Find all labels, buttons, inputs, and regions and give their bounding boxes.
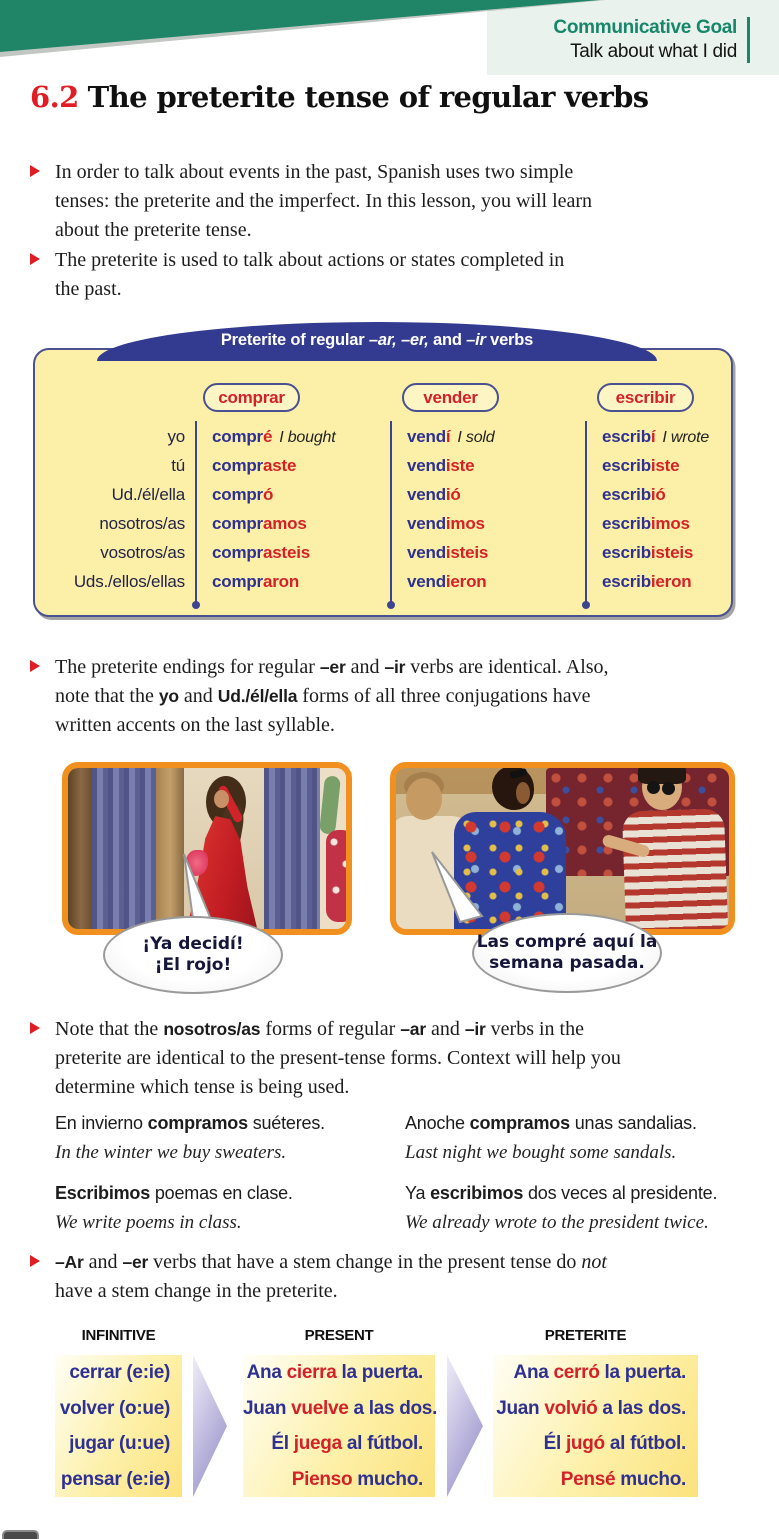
text-run: Ana [246,1362,287,1383]
bullet-triangle-icon [30,165,40,177]
text-run-bold: Escribimos [55,1183,151,1203]
bullet-text [55,653,742,740]
text-run-bold: nosotros/as [163,1019,261,1039]
verb-form [212,422,335,452]
communicative-goal-text: Talk about what I did [570,41,737,62]
preterite-sentence [493,1426,698,1462]
verb-stem: escrib [602,427,651,446]
verb-ending: é [262,427,273,446]
text-run-bold: escribimos [430,1183,524,1203]
speech-bubble-right [472,913,662,993]
stem-change-highlight: Pienso [291,1468,353,1490]
text-run: unas sandalias. [569,1113,697,1133]
preterite-highlight: cerró [553,1362,600,1383]
verb-ending: iste [445,456,475,475]
verb-ending: ieron [445,572,487,591]
bullet-text [55,1248,742,1306]
verb-stem: compr [212,456,263,475]
text-run: Note that the [55,1018,164,1040]
verb-form [407,480,461,509]
verb-form [407,567,486,596]
verb-stem: compr [212,572,263,591]
verb-stem: escrib [602,485,651,504]
conjugation-row-uds [35,567,731,596]
preterite-highlight: jugó [565,1433,605,1454]
text-run: Anoche [405,1113,470,1133]
arrow-right-icon [193,1355,227,1497]
verb-form [407,422,494,452]
text-run: forms of regular [260,1018,401,1040]
verb-form [212,451,296,480]
hanging-garment [319,775,341,834]
text-line: tenses: the preterite and the imperfect. In this lesson, you will learn [55,190,593,212]
verb-label: vender [423,388,478,407]
bubble-text-line: ¡Ya decidí! [142,934,244,954]
communicative-goal-panel [487,0,779,75]
verb-stem: vend [407,456,446,475]
verb-form [212,509,307,538]
goal-divider-bar [747,17,750,63]
column-header-infinitive: INFINITIVE [81,1327,156,1344]
bullet-triangle-icon [30,1255,40,1267]
stem-change-highlight: juega [293,1433,342,1454]
bullet-text [55,246,742,304]
present-sentence [243,1462,435,1498]
bullet-triangle-icon [30,1022,40,1034]
present-panel [243,1355,438,1497]
infinitive-item: pensar (e:ie) [60,1468,170,1490]
stem-change-table [0,1327,779,1539]
translation: I bought [279,429,336,446]
verb-ending: ieron [650,572,692,591]
text-run: mucho. [352,1468,423,1490]
curtain-right [264,768,320,929]
text-run-bold: yo [158,686,179,706]
banner-text: and [428,331,467,349]
example-spanish-2 [405,1113,697,1134]
text-run: mucho. [615,1468,686,1490]
verb-ending: aste [262,456,297,475]
bubble-text-line: Las compré aquí la [476,932,658,952]
speech-bubble-tail [420,846,504,930]
banner-text-italic: –ir [466,331,486,349]
text-run: The preterite endings for regular [55,656,320,678]
banner-text-italic: –er, [400,331,429,349]
verb-ending: ó [262,485,274,504]
infinitive-item: jugar (u:ue) [69,1433,170,1454]
text-run: Juan [496,1397,545,1419]
conjugation-row-yo [35,422,731,451]
translation: I wrote [662,429,710,446]
verb-ending: isteis [650,543,694,562]
verb-form [407,538,488,567]
infinitive-item: cerrar (e:ie) [69,1362,170,1383]
curtain-left [92,768,156,929]
verb-label: comprar [218,388,285,407]
present-sentence [243,1426,435,1462]
verb-form [602,538,693,567]
column-header-present: PRESENT [304,1327,374,1344]
text-run: En invierno [55,1113,148,1133]
person-head [406,778,442,820]
text-line: the past. [55,278,122,300]
example-spanish-3 [55,1183,293,1204]
pronoun-label: yo [167,427,185,446]
text-run: suéteres. [247,1113,325,1133]
person-face [516,782,530,804]
bullet-triangle-icon [30,253,40,265]
verb-ending: asteis [262,543,310,562]
text-run: written accents on the last syllable. [55,714,335,736]
preterite-sentence [493,1355,698,1391]
text-run: and [83,1251,123,1273]
text-run-bold: –ir [384,657,406,677]
preterite-panel [493,1355,698,1497]
preterite-sentence [493,1462,698,1498]
pronoun-label: vosotros/as [100,543,185,562]
bullet-paragraph-3 [30,653,742,740]
example-english-1: In the winter we buy sweaters. [55,1142,287,1163]
wood-frame [68,768,92,929]
text-run: Juan [243,1397,292,1419]
bubble-text-line: ¡El rojo! [154,955,232,975]
page-corner-tab [2,1530,39,1539]
text-run: verbs that have a stem change in the present tense do [148,1251,582,1273]
communicative-goal-label: Communicative Goal [553,17,737,38]
conjugation-row-ud [35,480,731,509]
text-run: determine which tense is being used. [55,1076,350,1098]
verb-form [212,538,310,567]
text-run: and [425,1018,465,1040]
arrow-right-icon [447,1355,483,1497]
text-run: verbs are identical. Also, [405,656,609,678]
text-run-italic: not [581,1251,607,1273]
bullet-paragraph-2 [30,246,742,304]
text-line: In order to talk about events in the past, Spanish uses two simple [55,161,574,183]
preterite-conjugation-chart [33,348,733,617]
verb-form [407,451,474,480]
example-english-4: We already wrote to the president twice. [405,1212,709,1233]
example-english-2: Last night we bought some sandals. [405,1142,677,1163]
preterite-highlight: Pensé [560,1468,616,1490]
verb-ending: amos [262,514,307,533]
verb-stem: vend [407,572,446,591]
verb-ending: iste [650,456,680,475]
verb-stem: escrib [602,514,651,533]
text-run: la puerta. [336,1362,423,1383]
section-number: 6.2 [30,80,79,114]
text-run: Ya [405,1183,431,1203]
text-run-bold: –er [122,1252,149,1272]
round-sunglasses-icon [647,781,660,794]
person-hair [638,762,686,784]
text-run: and [345,656,385,678]
verb-ending: ió [650,485,666,504]
text-line: The preterite is used to talk about actions or states completed in [55,249,565,271]
text-run: al fútbol. [604,1433,686,1454]
preterite-highlight: volvió [544,1397,598,1419]
verb-ending: ió [445,485,461,504]
example-spanish-4 [405,1183,717,1204]
text-run-bold: Ud./él/ella [217,686,298,706]
present-sentence [243,1355,435,1391]
example-spanish-1 [55,1113,325,1134]
verb-stem: compr [212,485,263,504]
verb-form [602,567,691,596]
pronoun-label: tú [171,456,185,475]
translation: I sold [457,429,495,446]
text-run: a las dos. [597,1397,686,1419]
text-run-bold: –Ar [55,1252,84,1272]
conjugation-row-vosotros [35,538,731,567]
present-sentence [243,1391,438,1427]
banner-text-italic: –ar, [368,331,397,349]
text-run: Ana [513,1362,554,1383]
verb-pill-comprar [203,383,300,412]
verb-form [407,509,485,538]
verb-stem: compr [212,514,263,533]
bullet-text [55,158,742,245]
text-run-bold: compramos [469,1113,570,1133]
text-run: al fútbol. [341,1433,423,1454]
verb-ending: í [445,427,451,446]
chart-title-banner [97,322,657,361]
verb-form [212,480,273,509]
pronoun-label: nosotros/as [99,514,185,533]
text-run: a las dos. [348,1397,438,1419]
verb-stem: escrib [602,456,651,475]
verb-stem: compr [212,427,263,446]
bubble-text-line: semana pasada. [489,953,645,973]
preterite-sentence [493,1391,698,1427]
stem-change-highlight: vuelve [291,1397,349,1419]
banner-text: Preterite of regular [220,331,369,349]
verb-form [602,451,679,480]
verb-stem: escrib [602,543,651,562]
text-run: note that the [55,685,159,707]
text-run: and [178,685,218,707]
pronoun-label: Ud./él/ella [111,485,185,504]
verb-stem: escrib [602,572,651,591]
verb-stem: vend [407,485,446,504]
text-run: Él [271,1433,294,1454]
bullet-paragraph-4 [30,1015,742,1102]
example-english-3: We write poems in class. [55,1212,242,1233]
verb-stem: vend [407,427,446,446]
verb-ending: aron [262,572,300,591]
stem-change-highlight: cierra [286,1362,337,1383]
bullet-paragraph-1 [30,158,742,245]
text-run-bold: compramos [147,1113,248,1133]
verb-form [602,422,709,452]
conjugation-row-nosotros [35,509,731,538]
conjugation-row-tu [35,451,731,480]
text-run: verbs in the [485,1018,584,1040]
verb-ending: í [650,427,656,446]
verb-form [602,480,666,509]
infinitive-item: volver (o:ue) [59,1397,170,1419]
text-run: dos veces al presidente. [523,1183,718,1203]
text-run: la puerta. [599,1362,686,1383]
banner-text: verbs [485,331,534,349]
verb-pill-vender [402,383,499,412]
verb-ending: imos [445,514,485,533]
text-run-bold: –ar [400,1019,426,1039]
clothes-rack-area [320,768,346,929]
text-run-bold: –er [319,657,346,677]
text-run: poemas en clase. [150,1183,293,1203]
section-title-text: The preterite tense of regular verbs [87,80,649,114]
speech-bubble-left [103,916,283,994]
pronoun-label: Uds./ellos/ellas [73,572,185,591]
woman-face [214,790,229,808]
column-header-preterite: PRETERITE [544,1327,627,1344]
person-striped-shirt [622,808,728,932]
verb-stem: vend [407,514,446,533]
text-run: forms of all three conjugations have [297,685,591,707]
verb-ending: isteis [445,543,489,562]
text-run: Él [543,1433,566,1454]
bullet-triangle-icon [30,660,40,672]
verb-form [602,509,690,538]
verb-stem: compr [212,543,263,562]
bullet-text [55,1015,742,1102]
verb-ending: imos [650,514,690,533]
page-title [30,80,649,114]
verb-pill-escribir [597,383,694,412]
text-run: preterite are identical to the present-tense forms. Context will help you [55,1047,621,1069]
verb-label: escribir [615,388,676,407]
text-run-bold: –ir [464,1019,486,1039]
hanging-dress [326,830,352,922]
verb-form [212,567,299,596]
infinitive-panel [55,1355,182,1497]
text-run: have a stem change in the preterite. [55,1280,338,1302]
text-line: about the preterite tense. [55,219,252,241]
bullet-paragraph-5 [30,1248,742,1306]
verb-stem: vend [407,543,446,562]
